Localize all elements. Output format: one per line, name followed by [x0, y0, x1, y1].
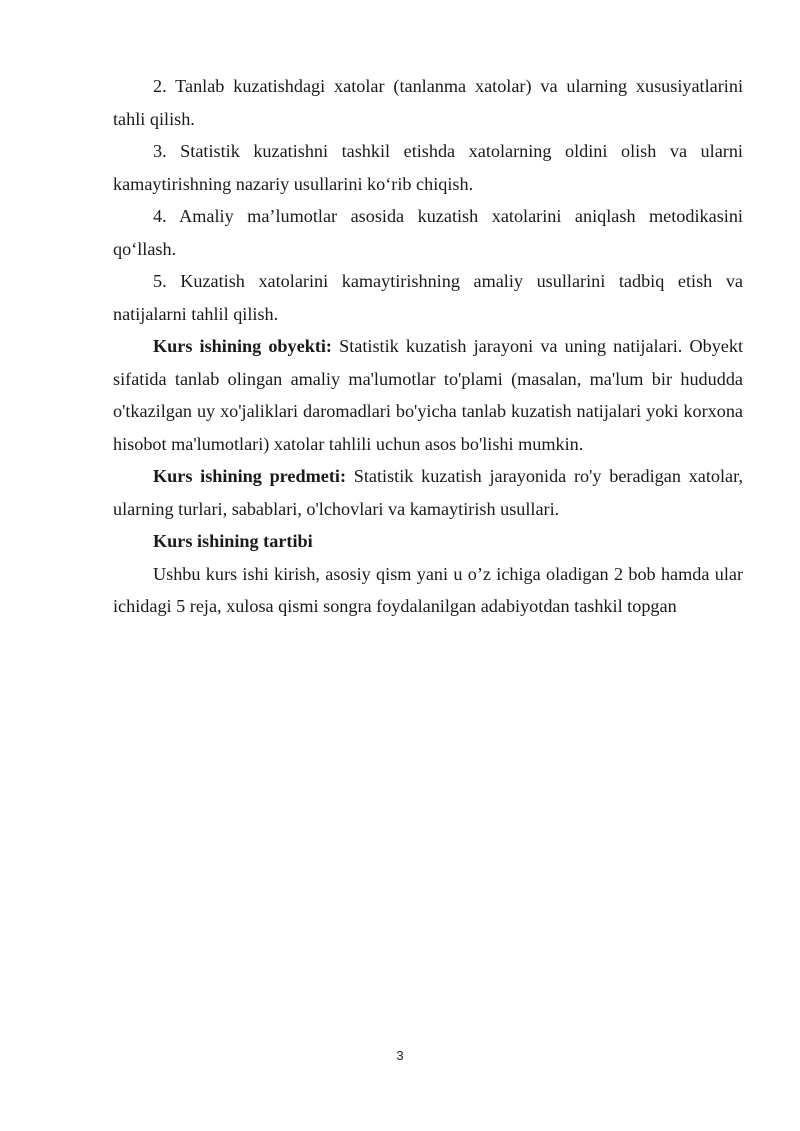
task-item-3: 3. Statistik kuzatishni tashkil etishda xatolarning oldini olish va ularni kamaytirishning nazariy usullarini ko‘rib chiqish.: [113, 141, 743, 194]
subject-label: Kurs ishining predmeti:: [153, 466, 347, 486]
page-number: 3: [396, 1048, 404, 1063]
subject-text: Statistik kuzatish jarayonida ro'y beradigan xatolar, ularning turlari, sabablari, o'lchovlari va kamaytirish usullari.: [113, 466, 743, 519]
document-body: [113, 70, 743, 623]
object-label: Kurs ishining obyekti:: [153, 336, 332, 356]
task-item-5: 5. Kuzatish xatolarini kamaytirishning amaliy usullarini tadbiq etish va natijalarni tahlil qilish.: [113, 271, 743, 324]
structure-heading: Kurs ishining tartibi: [153, 531, 313, 551]
task-item-4: 4. Amaliy ma’lumotlar asosida kuzatish xatolarini aniqlash metodikasini qo‘llash.: [113, 206, 743, 259]
object-paragraph: [113, 330, 743, 460]
object-text: Statistik kuzatish jarayoni va uning natijalari. Obyekt sifatida tanlab olingan amaliy ma'lumotlar to'plami (masalan, ma'lum bir hududda o'tkazilgan uy xo'jaliklari daromadlari bo'yicha tanlab kuzatish natijalari yoki korxona hisobot ma'lumotlari) xatolar tahlili uchun asos bo'lishi mumkin.: [113, 336, 744, 454]
structure-paragraph: Ushbu kurs ishi kirish, asosiy qism yani u o’z ichiga oladigan 2 bob hamda ular ichidagi 5 reja, xulosa qismi songra foydalanilgan adabiyotdan tashkil topgan: [113, 563, 743, 616]
subject-paragraph: [113, 460, 743, 525]
task-item-2: 2. Tanlab kuzatishdagi xatolar (tanlanma xatolar) va ularning xususiyatlarini tahli qilish.: [113, 76, 743, 129]
